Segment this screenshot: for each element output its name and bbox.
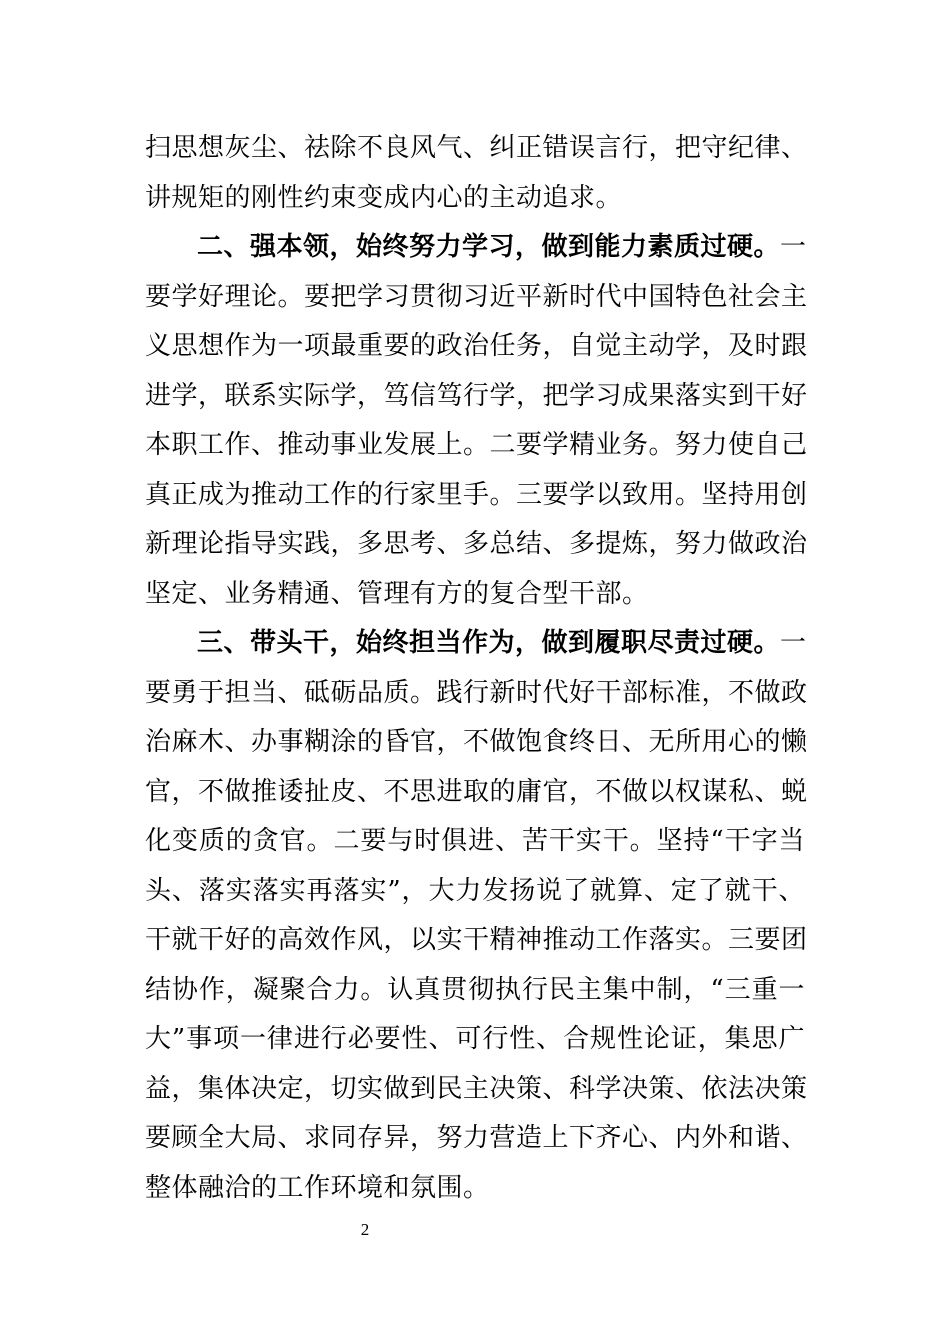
text-line: 头、落实落实再落实”，大力发扬说了就算、定了就干、 xyxy=(145,875,805,906)
paragraph-3 xyxy=(145,619,808,1213)
text-line: 治麻木、办事糊涂的昏官，不做饱食终日、无所用心的懒 xyxy=(145,727,808,757)
heading-line xyxy=(145,223,805,273)
text-line: 益，集体决定，切实做到民主决策、科学决策、依法决策 xyxy=(145,1073,808,1104)
text-line: 大”事项一律进行必要性、可行性、合规性论证，集思广 xyxy=(145,1024,805,1054)
text-line: 本职工作、推动事业发展上。二要学精业务。努力使自己 xyxy=(145,430,808,460)
text-line: 官，不做推诿扯皮、不思进取的庸官，不做以权谋私、蜕 xyxy=(145,776,808,807)
section-heading-3: 三、带头干，始终担当作为，做到履职尽责过硬。 xyxy=(197,628,781,658)
text-line: 要勇于担当、砥砺品质。践行新时代好干部标准，不做政 xyxy=(145,677,808,708)
heading-line xyxy=(145,619,805,669)
text-line: 新理论指导实践，多思考、多总结、多提炼，努力做政治 xyxy=(145,529,808,559)
text-line: 扫思想灰尘、祛除不良风气、纠正错误言行，把守纪律、 xyxy=(145,133,808,163)
section-heading-2: 二、强本领，始终努力学习，做到能力素质过硬。 xyxy=(197,232,781,262)
text-line: 要顾全大局、求同存异，努力营造上下齐心、内外和谐、 xyxy=(145,1123,808,1153)
text-line: 进学，联系实际学，笃信笃行学，把学习成果落实到干好 xyxy=(145,380,808,411)
text-line: 整体融洽的工作环境和氛围。 xyxy=(145,1172,490,1203)
text-fragment: 一 xyxy=(780,628,807,658)
text-line: 结协作，凝聚合力。认真贯彻执行民主集中制，“三重一 xyxy=(145,974,805,1005)
document-body xyxy=(145,124,808,1213)
text-line: 化变质的贪官。二要与时俱进、苦干实干。坚持“干字当 xyxy=(145,826,805,856)
text-line: 要学好理论。要把学习贯彻习近平新时代中国特色社会主 xyxy=(145,281,808,312)
text-line: 讲规矩的刚性约束变成内心的主动追求。 xyxy=(145,182,623,213)
page-number: 2 xyxy=(360,1220,370,1239)
paragraph-2 xyxy=(145,223,808,619)
text-line: 义思想作为一项最重要的政治任务，自觉主动学，及时跟 xyxy=(145,331,808,361)
paragraph-1 xyxy=(145,124,808,223)
text-fragment: 一 xyxy=(780,232,807,262)
text-line: 坚定、业务精通、管理有方的复合型干部。 xyxy=(145,578,649,609)
text-line: 干就干好的高效作风，以实干精神推动工作落实。三要团 xyxy=(145,925,808,955)
text-line: 真正成为推动工作的行家里手。三要学以致用。坚持用创 xyxy=(145,479,808,510)
